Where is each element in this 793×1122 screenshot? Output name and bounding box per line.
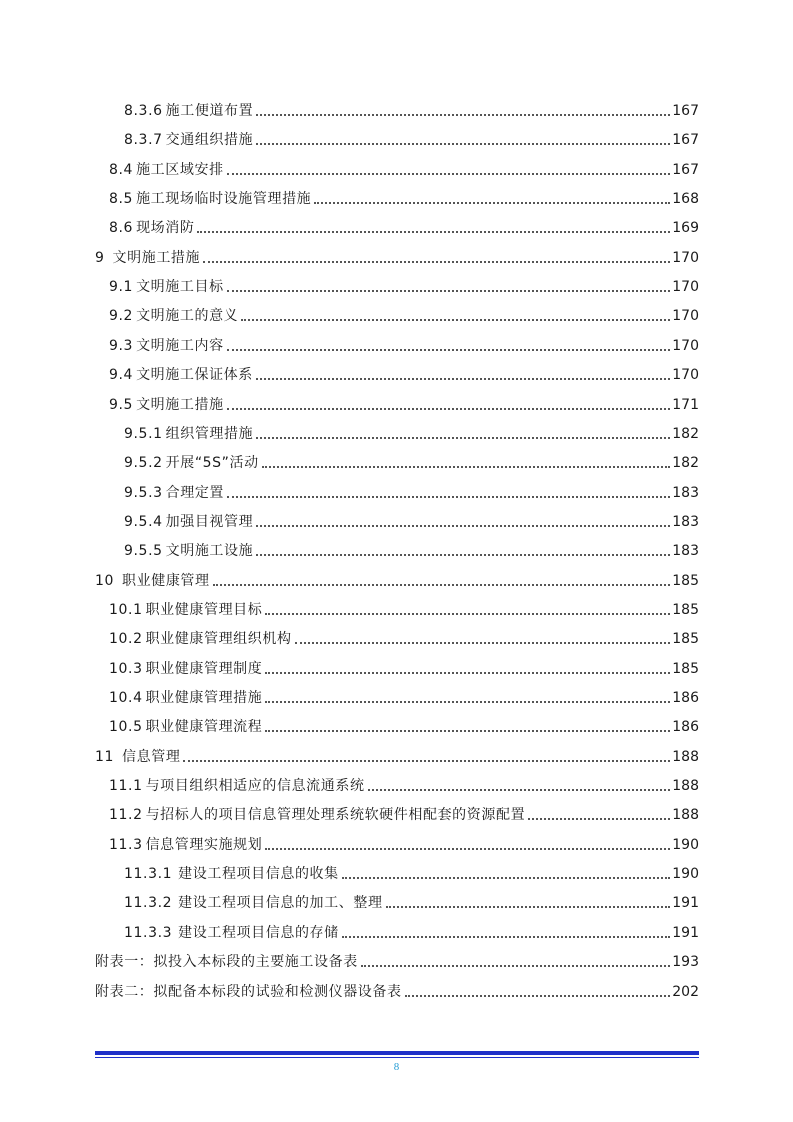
toc-entry-page: 185 (672, 631, 699, 648)
toc-dot-leader (405, 995, 671, 997)
toc-entry-page: 167 (672, 161, 699, 178)
toc-entry[interactable] (95, 949, 699, 971)
toc-entry-number: 8.5 (109, 191, 134, 208)
toc-entry-title: 拟配备本标段的试验和检测仪器设备表 (153, 983, 402, 1000)
toc-entry-title: 拟投入本标段的主要施工设备表 (153, 954, 358, 971)
toc-entry-title: 文明施工措施 (112, 249, 201, 266)
toc-entry-number: 8.3.7 (124, 132, 163, 149)
toc-entry-page: 193 (672, 954, 699, 971)
toc-entry[interactable] (124, 538, 699, 560)
toc-entry-number: 10.1 (109, 601, 143, 618)
toc-entry-number: 附表一： (95, 954, 154, 971)
toc-entry[interactable] (109, 802, 699, 824)
toc-entry[interactable] (95, 979, 699, 1001)
toc-entry[interactable] (124, 127, 699, 149)
toc-dot-leader (342, 877, 671, 879)
toc-entry[interactable] (109, 626, 699, 648)
toc-entry-number: 9.5.3 (124, 484, 163, 501)
toc-entry-number: 10.4 (109, 690, 143, 706)
toc-entry-page: 169 (672, 220, 699, 237)
footer-rule-thick (95, 1051, 699, 1055)
toc-entry[interactable] (109, 333, 699, 355)
toc-entry-title: 文明施工的意义 (136, 308, 239, 325)
toc-entry[interactable] (109, 157, 699, 179)
toc-dot-leader (256, 554, 670, 556)
toc-entry[interactable] (109, 714, 699, 736)
toc-entry-page: 182 (672, 425, 699, 442)
toc-dot-leader (213, 584, 671, 586)
toc-entry[interactable] (124, 920, 699, 942)
toc-entry-title: 现场消防 (136, 220, 195, 237)
toc-entry-page: 183 (672, 543, 699, 560)
toc-entry-title: 职业健康管理流程 (145, 719, 263, 736)
toc-dot-leader (241, 319, 670, 321)
toc-entry[interactable] (95, 744, 699, 766)
toc-entry-page: 167 (672, 132, 699, 149)
footer-rule-thin (95, 1057, 699, 1058)
toc-entry[interactable] (109, 597, 699, 619)
toc-entry-page: 171 (672, 396, 699, 413)
toc-entry-number: 10 (95, 572, 115, 589)
toc-dot-leader (368, 789, 671, 791)
toc-entry-number: 11.3 (109, 836, 143, 853)
toc-entry-page: 185 (672, 660, 699, 677)
toc-entry-page: 202 (672, 983, 699, 1000)
toc-entry[interactable] (124, 890, 699, 912)
toc-entry-page: 191 (672, 924, 699, 941)
toc-entry-number: 9.2 (109, 308, 134, 325)
toc-entry-title: 交通组织措施 (165, 132, 254, 149)
toc-entry[interactable] (109, 362, 699, 384)
toc-entry-page: 186 (672, 719, 699, 736)
toc-entry-number: 11.3.1 (124, 866, 173, 883)
toc-entry-title: 与招标人的项目信息管理处理系统软硬件相配套的资源配置 (145, 807, 526, 824)
toc-entry-number: 8.4 (109, 161, 134, 178)
toc-entry-page: 188 (672, 778, 699, 795)
toc-entry-page: 170 (672, 367, 699, 384)
toc-dot-leader (386, 906, 671, 908)
toc-entry-number: 10.3 (109, 660, 143, 677)
toc-entry[interactable] (109, 832, 699, 854)
toc-entry-page: 168 (672, 191, 699, 208)
toc-dot-leader (227, 496, 670, 498)
toc-entry-title: 文明施工保证体系 (136, 367, 253, 384)
toc-entry[interactable] (124, 861, 699, 883)
toc-entry-page: 185 (672, 572, 699, 589)
toc-dot-leader (265, 613, 670, 615)
toc-entry-title: 职业健康管理目标 (145, 601, 263, 618)
toc-entry-number: 9.5 (109, 396, 134, 413)
toc-entry-page: 170 (672, 308, 699, 325)
toc-entry-page: 183 (672, 484, 699, 501)
toc-entry[interactable] (109, 303, 699, 325)
toc-entry-number: 9 (95, 249, 105, 266)
toc-entry-title: 文明施工内容 (136, 337, 224, 354)
toc-entry-number: 11.3.2 (124, 895, 173, 912)
toc-entry-title: 建设工程项目信息的加工、整理 (178, 895, 383, 912)
toc-entry-number: 9.5.5 (124, 543, 163, 560)
toc-entry-page: 170 (672, 337, 699, 354)
toc-entry-title: 职业健康管理制度 (145, 660, 263, 677)
toc-entry[interactable] (124, 480, 699, 502)
toc-entry-number: 附表二： (95, 983, 154, 1000)
toc-entry-title: 职业健康管理 (122, 572, 210, 589)
toc-entry[interactable] (95, 245, 699, 267)
toc-entry-number: 11.2 (109, 807, 143, 824)
toc-dot-leader (265, 730, 670, 732)
toc-dot-leader (227, 408, 671, 410)
toc-entry[interactable] (109, 392, 699, 414)
toc-entry[interactable] (124, 421, 699, 443)
toc-dot-leader (256, 378, 670, 380)
toc-dot-leader (265, 701, 670, 703)
toc-entry-title: 施工区域安排 (136, 161, 224, 178)
toc-entry-title: 与项目组织相适应的信息流通系统 (145, 778, 365, 795)
toc-dot-leader (256, 114, 670, 116)
toc-entry-page: 191 (672, 895, 699, 912)
toc-dot-leader (256, 143, 670, 145)
toc-dot-leader (361, 965, 670, 967)
toc-entry[interactable] (109, 274, 699, 296)
toc-entry-number: 11.1 (109, 778, 143, 795)
toc-entry[interactable] (109, 773, 699, 795)
toc-entry-page: 182 (672, 455, 699, 472)
toc-entry-number: 9.5.2 (124, 455, 163, 472)
toc-entry-title: 施工便道布置 (165, 103, 254, 119)
toc-dot-leader (265, 848, 670, 850)
toc-entry-title: 职业健康管理措施 (145, 690, 263, 706)
toc-dot-leader (265, 672, 670, 674)
toc-entry-title: 职业健康管理组织机构 (145, 631, 292, 648)
toc-dot-leader (262, 466, 671, 468)
toc-entry-number: 10.2 (109, 631, 143, 648)
toc-entry-title: 信息管理实施规划 (145, 836, 263, 853)
toc-dot-leader (227, 173, 671, 175)
toc-entry-page: 183 (672, 513, 699, 530)
toc-entry-page: 186 (672, 690, 699, 706)
toc-entry-title: 组织管理措施 (165, 425, 254, 442)
toc-entry-number: 9.5.1 (124, 425, 163, 442)
toc-entry-page: 188 (672, 748, 699, 765)
toc-entry-title: 文明施工措施 (136, 396, 224, 413)
toc-entry-title: 信息管理 (122, 748, 181, 765)
toc-entry-number: 8.6 (109, 220, 134, 237)
toc-entry-page: 170 (672, 249, 699, 266)
toc-entry[interactable] (124, 450, 699, 472)
toc-entry-page: 190 (672, 866, 699, 883)
toc-dot-leader (227, 349, 671, 351)
toc-dot-leader (528, 818, 670, 820)
toc-entry-title: 文明施工设施 (165, 543, 254, 560)
toc-entry[interactable] (95, 568, 699, 590)
toc-entry[interactable] (124, 509, 699, 531)
toc-entry-number: 9.3 (109, 337, 134, 354)
toc-dot-leader (203, 261, 670, 263)
toc-entry-title: 加强目视管理 (165, 513, 254, 530)
toc-entry-number: 9.1 (109, 279, 134, 296)
toc-entry-title: 建设工程项目信息的收集 (178, 866, 339, 883)
toc-entry-number: 9.4 (109, 367, 134, 384)
toc-entry-title: 文明施工目标 (136, 279, 224, 296)
toc-entry-number: 11.3.3 (124, 924, 173, 941)
toc-dot-leader (256, 437, 670, 439)
toc-entry-page: 190 (672, 836, 699, 853)
toc-entry[interactable] (109, 215, 699, 237)
toc-entry-title: 建设工程项目信息的存储 (178, 924, 339, 941)
toc-entry-number: 11 (95, 748, 115, 765)
toc-dot-leader (197, 231, 670, 233)
toc-entry[interactable] (109, 186, 699, 208)
toc-entry-page: 185 (672, 601, 699, 618)
toc-dot-leader (227, 290, 671, 292)
page-number: 8 (393, 1061, 400, 1073)
toc-entry-page: 188 (672, 807, 699, 824)
toc-entry-number: 9.5.4 (124, 513, 163, 530)
toc-entry[interactable] (124, 98, 699, 120)
toc-entry-title: 施工现场临时设施管理措施 (136, 191, 312, 208)
toc-entry-title: 合理定置 (165, 484, 225, 501)
toc-dot-leader (183, 760, 670, 762)
toc-entry-page: 170 (672, 279, 699, 296)
toc-entry-number: 8.3.6 (124, 103, 163, 119)
toc-dot-leader (342, 936, 671, 938)
toc-dot-leader (256, 525, 670, 527)
toc-entry-number: 10.5 (109, 719, 143, 736)
toc-dot-leader (314, 202, 670, 204)
toc-entry-page: 167 (672, 103, 699, 119)
toc-entry[interactable] (109, 685, 699, 707)
toc-entry[interactable] (109, 656, 699, 678)
toc-dot-leader (295, 642, 671, 644)
toc-entry-title: 开展“5S”活动 (165, 455, 259, 472)
